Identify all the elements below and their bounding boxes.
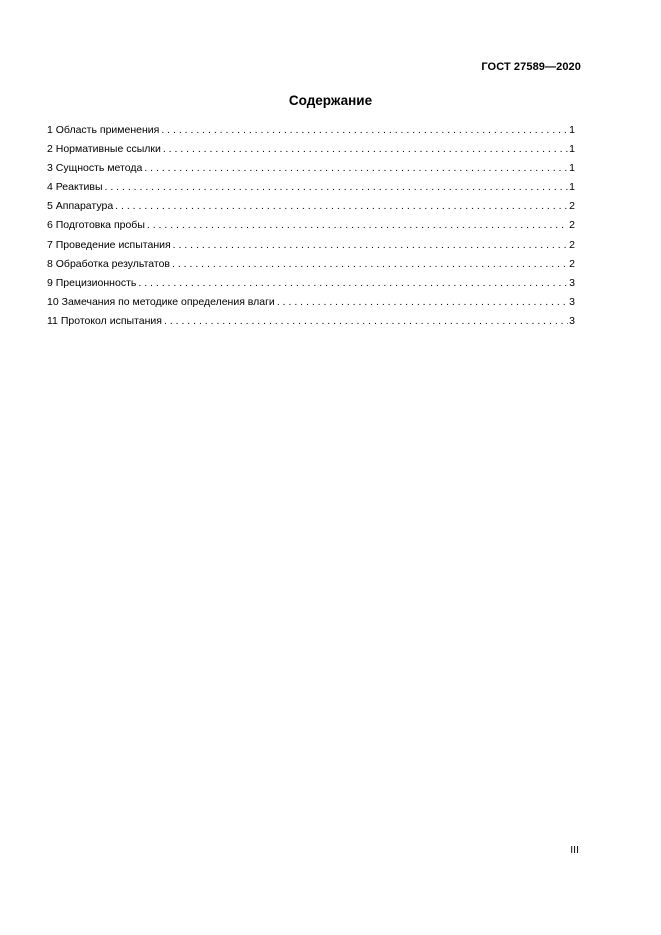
- toc-item[interactable]: [47, 178, 575, 197]
- toc-dot-leader: [144, 159, 568, 178]
- toc-item[interactable]: [47, 293, 575, 312]
- toc-dot-leader: [105, 178, 569, 197]
- toc-item-page: 2: [569, 219, 575, 232]
- toc-item-page: 1: [569, 143, 575, 156]
- toc-dot-leader: [161, 121, 568, 140]
- table-of-contents: [47, 121, 575, 331]
- toc-item-label: 11 Протокол испытания: [47, 314, 162, 327]
- toc-item-label: 4 Реактивы: [47, 181, 103, 194]
- toc-dot-leader: [164, 312, 568, 331]
- toc-item-page: 3: [569, 295, 575, 308]
- toc-item-label: 1 Область применения: [47, 124, 160, 136]
- toc-item[interactable]: [47, 159, 575, 178]
- toc-item-label: 9 Прецизионность: [47, 276, 137, 289]
- toc-item-label: 5 Аппаратура: [47, 200, 114, 213]
- toc-dot-leader: [173, 236, 568, 255]
- toc-dot-leader: [115, 197, 568, 216]
- toc-item-page: 2: [569, 238, 575, 251]
- toc-item[interactable]: [47, 312, 575, 331]
- toc-item-label: 6 Подготовка пробы: [47, 219, 145, 232]
- toc-dot-leader: [138, 274, 568, 293]
- toc-dot-leader: [172, 255, 568, 274]
- toc-item-label: 2 Нормативные ссылки: [47, 143, 161, 156]
- toc-item[interactable]: [47, 216, 575, 235]
- toc-item-page: 3: [569, 314, 575, 327]
- toc-dot-leader: [163, 140, 568, 159]
- toc-item-page: 1: [569, 162, 575, 175]
- toc-item[interactable]: [47, 255, 575, 274]
- toc-item[interactable]: [47, 140, 575, 159]
- toc-dot-leader: [277, 293, 568, 312]
- toc-item-page: 2: [569, 257, 575, 270]
- page-number: III: [570, 844, 579, 856]
- toc-item-page: 2: [569, 200, 575, 213]
- toc-item[interactable]: [47, 121, 575, 140]
- toc-item-page: 1: [569, 181, 575, 194]
- toc-item[interactable]: [47, 236, 575, 255]
- toc-item-label: 7 Проведение испытания: [47, 238, 171, 251]
- toc-item-page: 3: [569, 276, 575, 289]
- toc-item-label: 10 Замечания по методике определения влаги: [47, 295, 275, 308]
- toc-title: Содержание: [288, 93, 373, 108]
- toc-item-label: 3 Сущность метода: [47, 162, 143, 175]
- toc-dot-leader: [147, 216, 568, 235]
- document-code: ГОСТ 27589—2020: [481, 61, 581, 73]
- toc-item[interactable]: [47, 274, 575, 293]
- toc-item[interactable]: [47, 197, 575, 216]
- toc-item-page: 1: [569, 124, 575, 136]
- toc-item-label: 8 Обработка результатов: [47, 257, 170, 270]
